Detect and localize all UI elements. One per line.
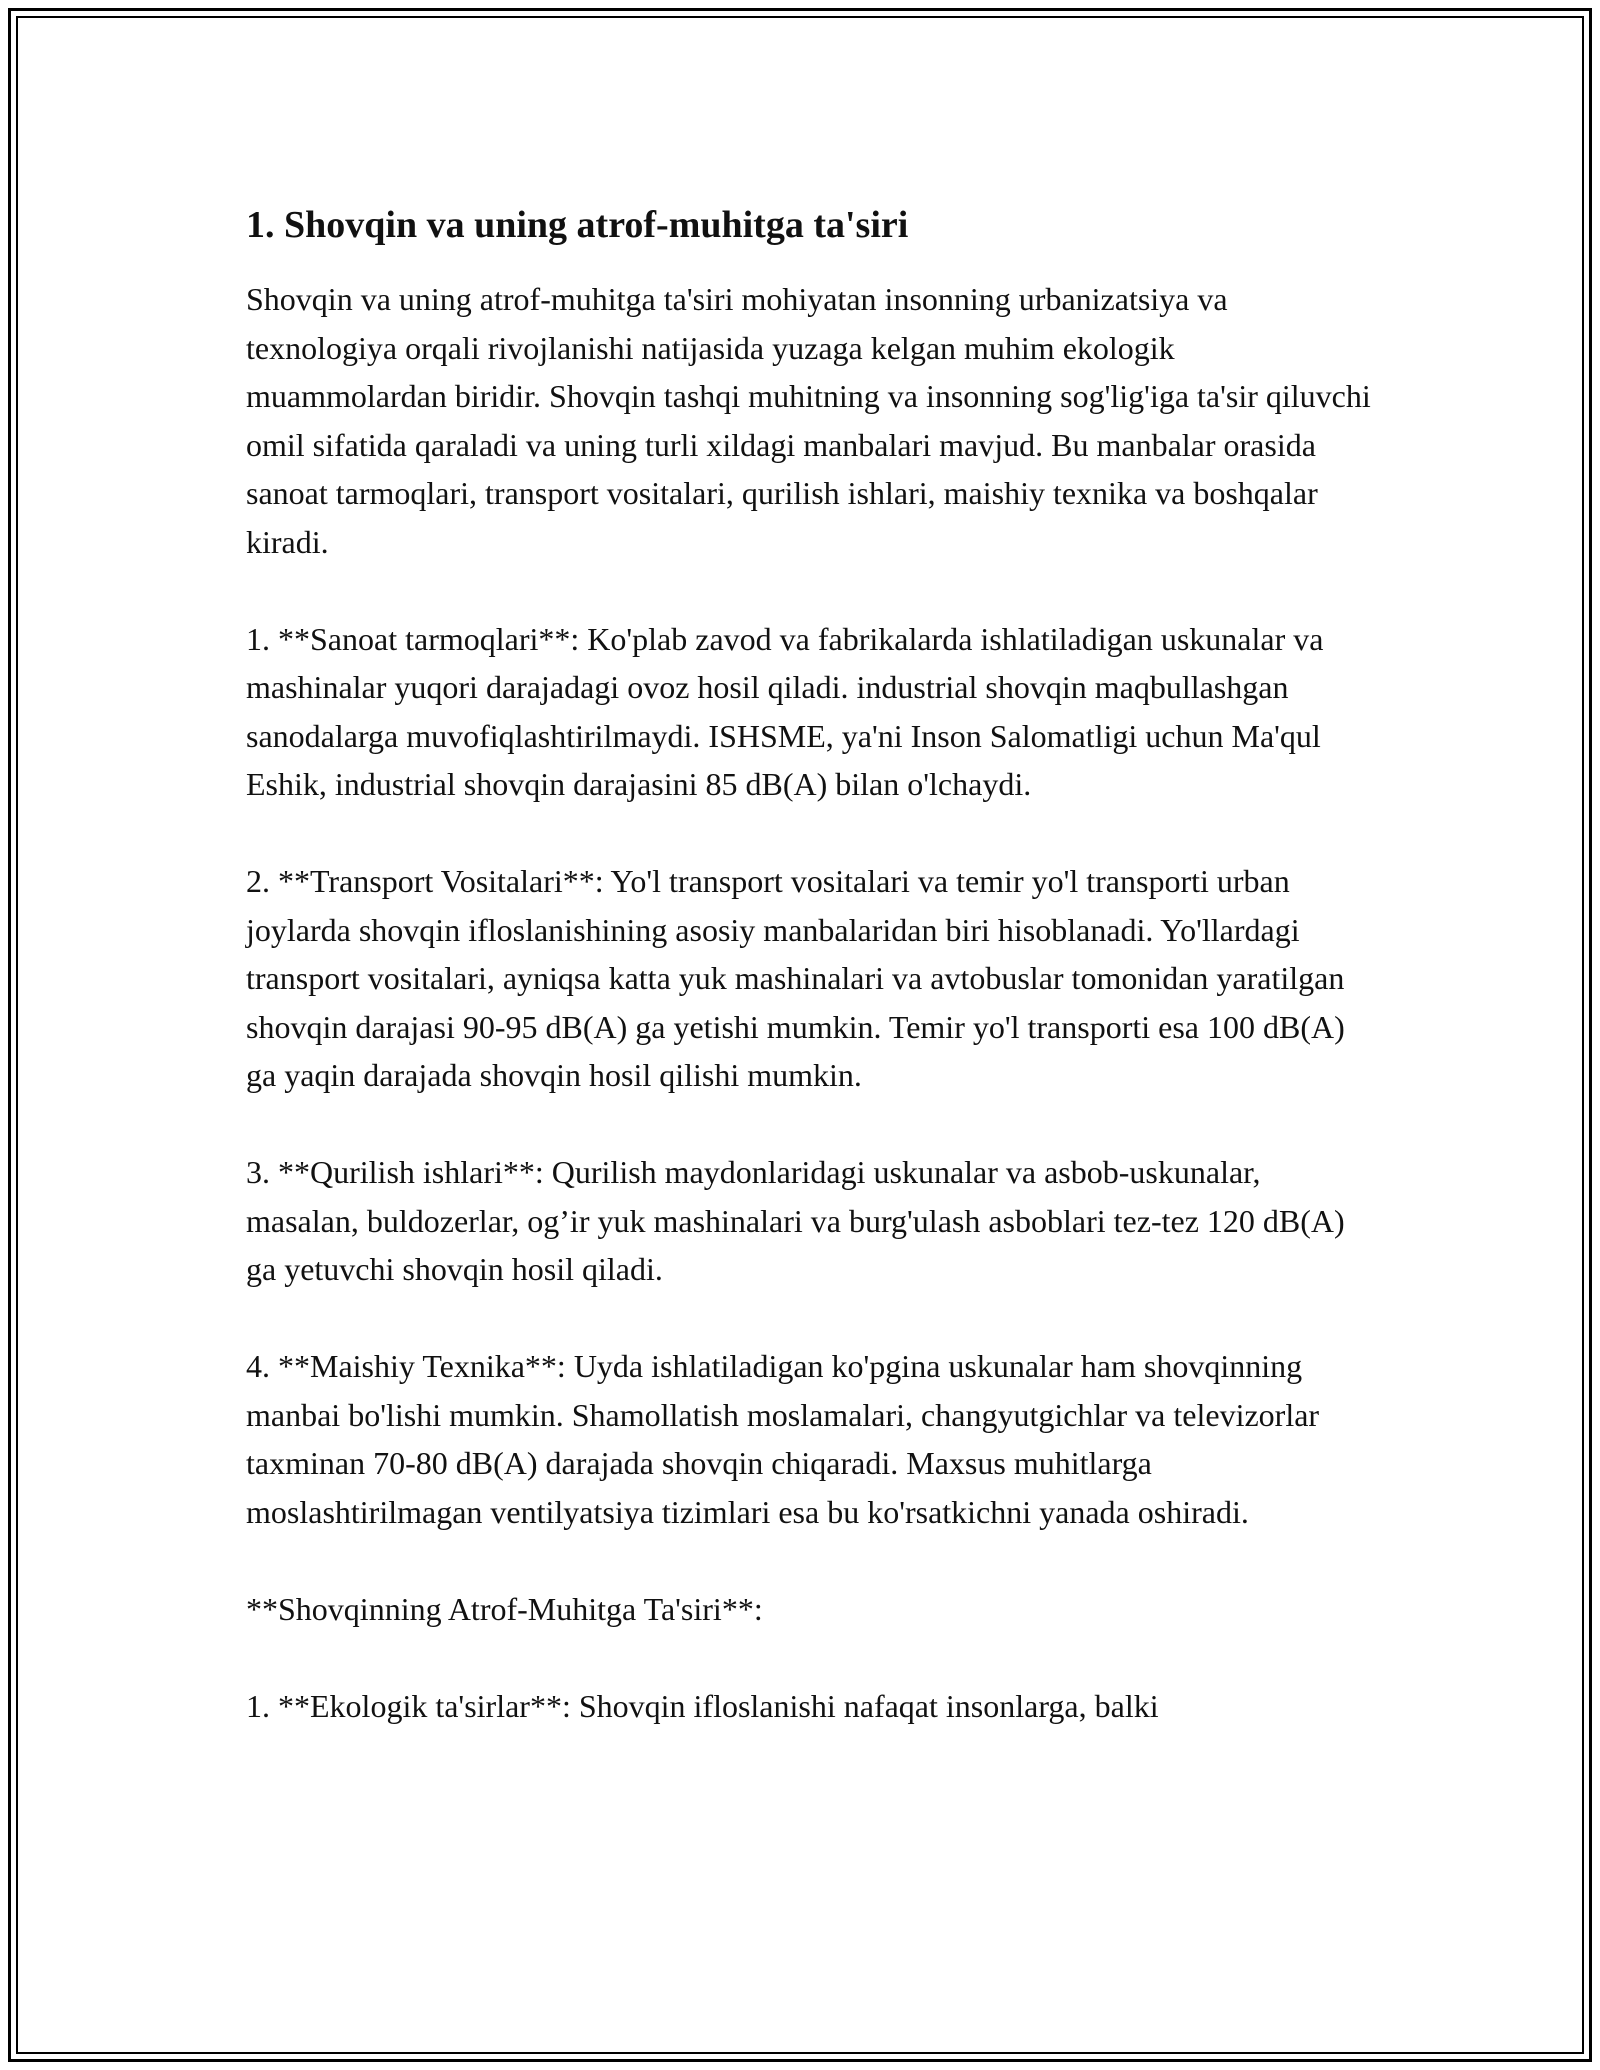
paragraph-construction: 3. **Qurilish ishlari**: Qurilish maydonlaridagi uskunalar va asbob-uskunalar, masalan, buldozerlar, og’ir yuk mashinalari va burg'ulash asboblari tez-tez 120 dB(A) ga yetuvchi shovqin hosil qiladi. [246,1154,1345,1287]
document-page [8,8,1592,2062]
paragraph-household: 4. **Maishiy Texnika**: Uyda ishlatiladigan ko'pgina uskunalar ham shovqinning manbai bo'lishi mumkin. Shamollatish moslamalari, changyutgichlar va televizorlar taxminan 70-80 dB(A) darajada shovqin chiqaradi. Maxsus muhitlarga moslashtirilmagan ventilyatsiya tizimlari esa bu ko'rsatkichni yanada oshiradi. [246,1348,1320,1530]
paragraph-transport: 2. **Transport Vositalari**: Yo'l transport vositalari va temir yo'l transporti urban joylarda shovqin ifloslanishining asosiy manbalaridan biri hisoblanadi. Yo'llardagi transport vositalari, ayniqsa katta yuk mashinalari va avtobuslar tomonidan yaratilgan shovqin darajasi 90-95 dB(A) ga yetishi mumkin. Temir yo'l transporti esa 100 dB(A) ga yaqin darajada shovqin hosil qilishi mumkin. [246,863,1345,1093]
section-heading-environment: **Shovqinning Atrof-Muhitga Ta'siri**: [246,1590,763,1627]
document-body [246,201,1376,1730]
paragraph-industry: 1. **Sanoat tarmoqlari**: Ko'plab zavod va fabrikalarda ishlatiladigan uskunalar va mashinalar yuqori darajadagi ovoz hosil qiladi. industrial shovqin maqbullashgan sanodalarga muvofiqlashtirilmaydi. ISHSME, ya'ni Inson Salomatligi uchun Ma'qul Eshik, industrial shovqin darajasini 85 dB(A) bilan o'lchaydi. [246,620,1324,802]
paragraph-intro: Shovqin va uning atrof-muhitga ta'siri mohiyatan insonning urbanizatsiya va texnologiya orqali rivojlanishi natijasida yuzaga kelgan muhim ekologik muammolardan biridir. Shovqin tashqi muhitning va insonning sog'lig'iga ta'sir qiluvchi omil sifatida qaraladi va uning turli xildagi manbalari mavjud. Bu manbalar orasida sanoat tarmoqlari, transport vositalari, qurilish ishlari, maishiy texnika va boshqalar kiradi. [246,281,1371,560]
document-title: 1. Shovqin va uning atrof-muhitga ta'siri [246,204,909,246]
paragraph-ecological: 1. **Ekologik ta'sirlar**: Shovqin ifloslanishi nafaqat insonlarga, balki [246,1687,1159,1724]
